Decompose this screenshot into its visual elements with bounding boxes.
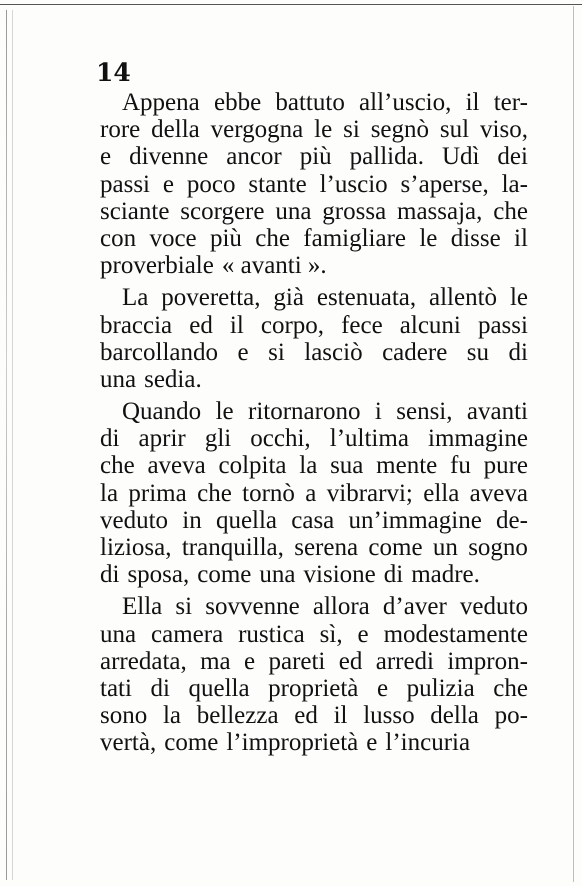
word: pure [483,452,528,480]
word: e [100,143,112,171]
word: il [514,224,528,252]
word: l’improprietà [226,729,359,757]
word: braccia [100,311,173,339]
word: pareti [268,647,326,675]
word: si [175,593,193,621]
word: proprietà [268,674,359,702]
word: sciante [100,197,170,225]
paragraph [100,398,528,588]
text-line [100,312,528,339]
word: la- [501,170,528,198]
word: immagine [428,425,528,453]
word: quella [188,674,250,702]
word: famigliare [303,224,407,252]
word: aveva [147,452,206,480]
word: e [357,620,369,648]
word: bellezza [196,702,279,730]
word: sposa, [127,561,190,589]
text-line [100,452,528,479]
text-line [100,561,528,588]
word: liziosa, [100,534,172,561]
word: ella [423,479,460,507]
word: alcuni [399,311,461,339]
word: allentò [429,284,498,312]
word: arredata, [100,647,187,675]
word: disse [450,224,501,252]
word: ebbe [213,89,262,116]
word: veduto [100,506,169,534]
word: voce [149,224,197,252]
word: più [209,224,242,252]
word: La [122,284,149,312]
paragraph [100,89,528,279]
text-line [100,89,528,116]
word: madre. [411,561,480,589]
word: che [197,479,232,507]
text-line [100,702,528,729]
word: una [100,365,137,393]
word: pallida. [349,143,424,171]
word: come [164,729,219,757]
word: e [366,729,378,757]
text-line [100,116,528,143]
word: estenuata, [316,284,417,312]
word: i [374,398,382,426]
word: Appena [122,89,200,116]
word: Udì [441,143,480,171]
word: di [383,561,404,589]
word: che [493,674,528,702]
word: sono [100,702,148,730]
word: fu [450,452,471,480]
word: proverbiale [100,252,214,280]
word: occhi, [250,425,311,453]
word: ritornarono [248,398,361,426]
word: passi [100,170,150,198]
word: un’immagine [348,506,482,534]
word: ed [189,311,213,339]
word: si [268,338,285,366]
text-line [100,425,528,452]
paragraph [100,284,528,393]
text-line [100,339,528,366]
word: passi [477,311,528,339]
text-line [100,507,528,534]
word: con [100,224,137,252]
word: Quando [122,398,202,426]
word: pulizia [406,674,475,702]
word: già [273,284,304,312]
word: aprir [138,425,186,453]
word: modestamente [383,620,528,648]
word: della [151,116,200,144]
word: lasciò [304,338,363,366]
word: l’ultima [329,425,409,453]
word: poco [186,170,236,198]
word: fece [341,311,383,339]
word: vertà, [100,729,157,757]
word: visione [303,561,376,589]
word: di [508,338,528,366]
word: veduto [459,593,528,621]
page-right-edge [573,6,574,882]
text-line [100,675,528,702]
word: come [368,534,423,561]
word: ter- [493,89,528,116]
word: la [299,452,318,480]
text-line [100,480,528,507]
word: l’incuria [385,729,471,757]
text-line [100,593,528,620]
word: che [255,224,290,252]
word: aveva [469,479,528,507]
word: la [162,702,181,730]
word: dei [497,143,528,171]
word: una [275,197,312,225]
word: le [509,284,528,312]
word: che [493,197,528,225]
word: sensi, [396,398,453,426]
text-line [100,729,528,756]
page-left-edge-shadow [12,10,13,880]
word: corpo, [260,311,325,339]
word: il [465,89,480,116]
word: impron- [447,647,528,675]
word: a [305,479,317,507]
word: il [229,311,244,339]
word: si [343,116,360,144]
word: mente [376,452,438,480]
word: della [430,702,479,730]
word: e [237,338,249,366]
word: « avanti ». [221,252,327,280]
word: in [182,506,202,534]
word: s’aperse, [400,170,489,198]
text-line [100,284,528,311]
word: lusso [363,702,415,730]
word: massaja, [397,197,483,225]
word: Ella [122,593,163,621]
word: le [419,224,438,252]
word: casa [291,506,335,534]
word: sul [439,116,470,144]
word: e [244,647,256,675]
word: allora [312,593,370,621]
word: sì, [319,620,343,648]
text-line [100,366,528,393]
word: barcollando [100,338,219,366]
page-text [100,89,528,757]
paragraph [100,593,528,756]
word: e [162,170,174,198]
word: stante [248,170,307,198]
text-line [100,534,528,561]
word: all’uscio, [359,89,452,116]
word: più [299,143,332,171]
word: tornò [242,479,295,507]
text-line [100,171,528,198]
word: vibrarvi; [326,479,413,507]
word: su [466,338,490,366]
word: battuto [275,89,345,116]
word: ed [294,702,318,730]
word: ed [338,647,363,675]
word: le [314,116,333,144]
word: tati [100,674,132,702]
word: ancor [226,143,282,171]
word: scorgere [180,197,265,225]
word: d’aver [382,593,447,621]
word: gli [204,425,232,453]
word: vergogna [210,116,304,144]
text-line [100,198,528,225]
word: l’uscio [319,170,388,198]
word: come [197,561,252,589]
word: sovvenne [205,593,300,621]
page-top-edge [0,4,582,5]
word: po- [494,702,528,730]
word: segnò [370,116,430,144]
text-line [100,398,528,425]
word: di [150,674,170,702]
word: colpita [218,452,287,480]
text-line [100,225,528,252]
word: tranquilla, [181,534,284,561]
word: rore [100,116,141,144]
word: arredi [375,647,435,675]
word: una [100,620,137,648]
word: viso, [480,116,528,144]
text-line [100,621,528,648]
word: camera [151,620,224,648]
word: che [100,452,135,480]
text-line [100,648,528,675]
word: grossa [322,197,387,225]
word: serena [294,534,359,561]
word: de- [496,506,528,534]
word: sogno [468,534,528,561]
page-number: 14 [96,58,131,87]
word: di [100,561,120,589]
word: un [432,534,458,561]
word: di [100,425,120,453]
word: una [259,561,296,589]
word: prima [128,479,187,507]
word: avanti [466,398,528,426]
word: il [333,702,348,730]
page-left-edge [6,10,7,880]
word: le [215,398,234,426]
word: sedia. [144,365,202,393]
word: quella [215,506,278,534]
word: la [100,479,119,507]
word: divenne [129,143,209,171]
word: poveretta, [161,284,261,312]
word: sua [330,452,364,480]
word: rustica [238,620,305,648]
word: ma [200,647,231,675]
word: e [376,674,389,702]
word: cadere [382,338,448,366]
text-line [100,252,528,279]
text-line [100,143,528,170]
